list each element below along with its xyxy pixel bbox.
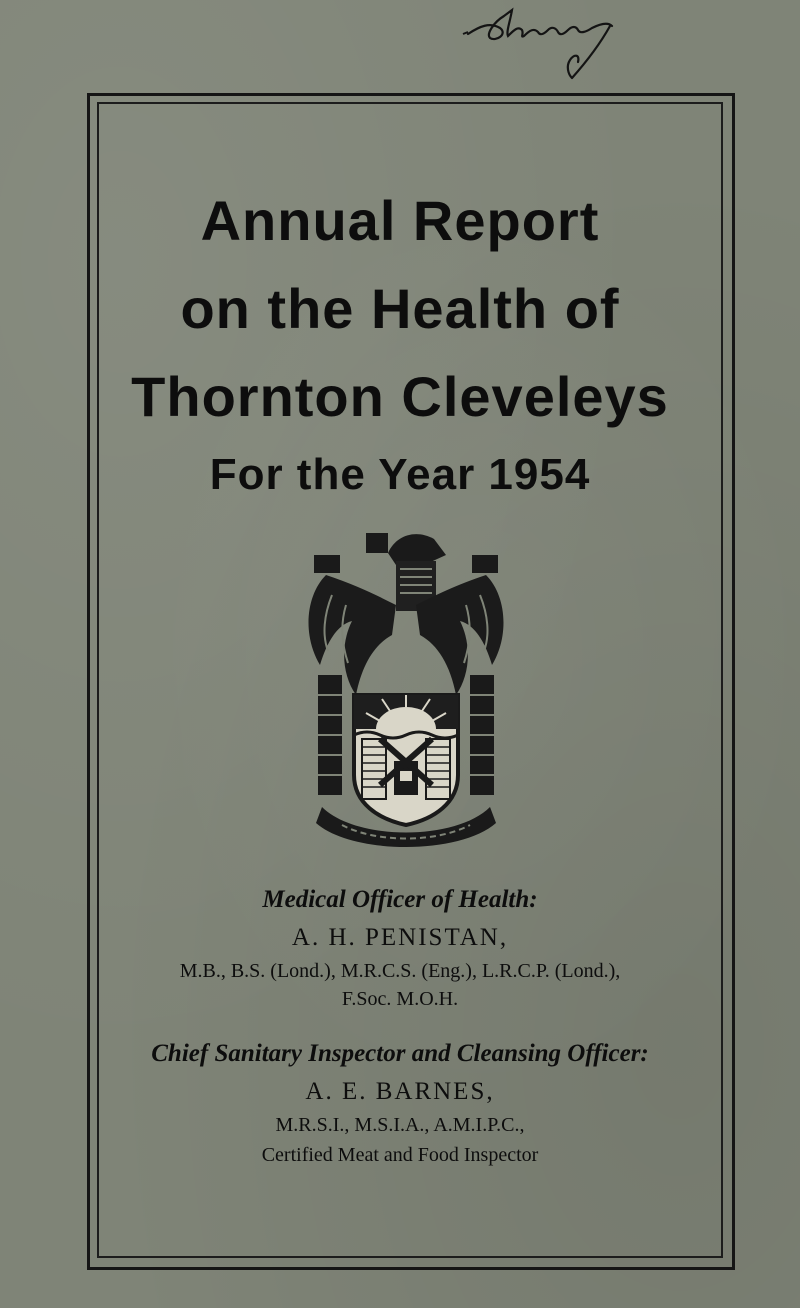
report-subtitle: on the Health of: [180, 277, 620, 340]
medical-officer-role: Medical Officer of Health:: [262, 886, 538, 913]
handwritten-signature: [460, 4, 630, 84]
sanitary-inspector-certification: Certified Meat and Food Inspector: [261, 1144, 539, 1166]
report-year: For the Year 1954: [209, 450, 591, 499]
coat-of-arms-icon: [296, 525, 516, 855]
district-name: Thornton Cleveleys: [131, 365, 669, 428]
medical-officer-qualifications-cont: F.Soc. M.O.H.: [341, 988, 459, 1010]
sanitary-inspector-name: A. E. BARNES,: [305, 1078, 495, 1105]
medical-officer-qualifications: M.B., B.S. (Lond.), M.R.C.S. (Eng.), L.R.C.P. (Lond.),: [179, 960, 621, 982]
medical-officer-name: A. H. PENISTAN,: [291, 924, 509, 951]
sanitary-inspector-qualifications: M.R.S.I., M.S.I.A., A.M.I.P.C.,: [275, 1114, 525, 1136]
report-title: Annual Report: [200, 189, 600, 252]
sanitary-inspector-role: Chief Sanitary Inspector and Cleansing Officer:: [151, 1040, 649, 1067]
